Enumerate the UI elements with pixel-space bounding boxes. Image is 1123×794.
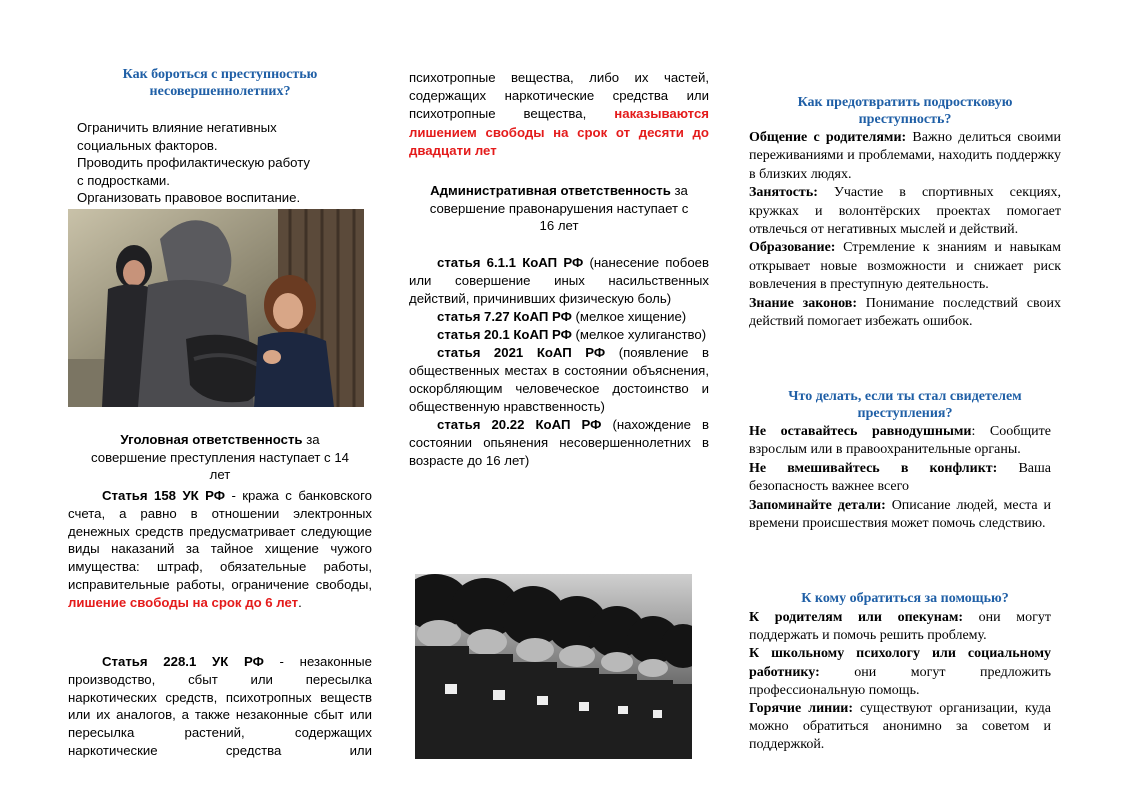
prevent-item: [749, 184, 1061, 239]
witness-item-title: Не оставайтесь равнодушными: [749, 424, 972, 439]
article-228-penalty: наказываются лишением свободы на срок от десяти до двадцати лет: [409, 106, 709, 158]
help-item: [749, 609, 1051, 645]
witness-item: [749, 423, 1051, 460]
photo-bullying-image: [68, 209, 364, 407]
witness-item: [749, 460, 1051, 497]
heading-line: Как предотвратить подростковую: [797, 95, 1013, 110]
article-158-penalty: лишение свободы на срок до 6 лет: [68, 594, 299, 610]
help-list: [749, 609, 1051, 755]
witness-item-title: Не вмешивайтесь в конфликт:: [749, 460, 998, 476]
witness-item: [749, 497, 1051, 534]
criminal-liability-heading: [68, 431, 372, 484]
help-item-title: К родителям или опекунам:: [749, 610, 964, 625]
heading-line: Как бороться с преступностью: [122, 67, 318, 82]
admin-articles-list: [409, 254, 709, 470]
admin-article-text: (мелкое хулиганство): [571, 327, 707, 342]
admin-liability-line: совершение правонарушения наступает с: [429, 200, 689, 216]
admin-liability-line: 16 лет: [539, 218, 579, 234]
measure-line: Проводить профилактическую работу: [77, 155, 310, 171]
admin-article-text: (появление в общественных местах в состоянии объяснения, оскорбляющим человеческое достоинство и общественную нравственность): [409, 345, 709, 414]
help-item-text: они могут поддержать и помочь решить проблему.: [749, 610, 1051, 644]
measures-list: [77, 119, 377, 207]
admin-article: [409, 416, 709, 470]
article-228-title: Статья 228.1 УК РФ: [102, 654, 264, 669]
measure-line: с подростками.: [77, 172, 170, 188]
witness-item-title: Запоминайте детали:: [749, 497, 886, 513]
article-158-end: .: [298, 594, 302, 610]
prevent-item-text: Понимание последствий своих действий помогает избежать ошибок.: [749, 295, 1061, 330]
measure-line: Ограничить влияние негативных: [77, 120, 277, 135]
help-item: [749, 700, 1051, 755]
heading-line: несовершеннолетних?: [149, 84, 291, 99]
prevent-item: [749, 239, 1061, 294]
admin-article-title: статья 20.22 КоАП РФ: [437, 417, 602, 432]
heading-line: преступления?: [857, 406, 953, 421]
witness-item-text: : Сообщите взрослым или в правоохранительные органы.: [749, 424, 1051, 458]
help-item: [749, 645, 1051, 700]
admin-article: [409, 344, 709, 416]
admin-liability-heading: [409, 182, 709, 235]
admin-article-title: статья 2021 КоАП РФ: [437, 345, 606, 360]
prevent-item-title: Знание законов:: [749, 295, 858, 311]
measure-line: Организовать правовое воспитание.: [77, 190, 301, 206]
prevent-item-text: Важно делиться своими переживаниями и проблемами, находить поддержку в близких людях.: [749, 130, 1061, 182]
admin-article-title: статья 6.1.1 КоАП РФ: [437, 255, 584, 270]
article-228-continuation: [409, 69, 709, 160]
heading-line: преступность?: [858, 112, 952, 127]
witness-item-text: Описание людей, места и времени происшествия может помочь следствию.: [749, 497, 1051, 532]
prevent-item: [749, 295, 1061, 332]
photo-bullying: [68, 209, 364, 407]
prevent-item-text: Участие в спортивных секциях, кружках и волонтёрских проектах помогает отвлечься от негативных мыслей и действий.: [749, 185, 1061, 238]
admin-article: [409, 308, 709, 326]
admin-liability-tail: за: [670, 183, 688, 198]
criminal-liability-title: Уголовная ответственность: [120, 432, 303, 447]
criminal-liability-tail: за: [302, 432, 320, 447]
article-158-title: Статья 158 УК РФ: [102, 488, 226, 503]
photo-juveniles: [415, 574, 692, 759]
help-item-title: К школьному психологу или социальному работнику:: [749, 646, 1051, 680]
prevent-item-title: Общение с родителями:: [749, 130, 907, 145]
prevent-item-title: Образование:: [749, 240, 836, 256]
admin-article-title: статья 7.27 КоАП РФ: [437, 309, 572, 324]
article-158-paragraph: [68, 487, 372, 612]
criminal-liability-line: лет: [209, 467, 231, 483]
witness-item-text: Ваша безопасность важнее всего: [749, 460, 1051, 495]
help-item-text: они могут предложить профессиональную помощь.: [749, 664, 1051, 698]
admin-article-text: (нанесение побоев или совершение иных насильственных действий, причинивших физическую боль): [409, 255, 709, 306]
witness-list: [749, 423, 1051, 533]
heading-line: Что делать, если ты стал свидетелем: [788, 389, 1022, 404]
prevent-heading: [749, 94, 1061, 128]
admin-article-text: (мелкое хищение): [571, 309, 687, 324]
admin-article: [409, 254, 709, 308]
article-228-text: - незаконные производство, сбыт или пересылка наркотических средств, психотропных веществ или их аналогов, а также незаконные сбыт или пересылка растений, содержащих наркотические средства или: [68, 654, 372, 758]
admin-article: [409, 326, 709, 344]
witness-heading: [749, 388, 1061, 422]
admin-article-title: статья 20.1 КоАП РФ: [437, 327, 572, 342]
admin-article-text: (нахождение в состоянии опьянения несовершеннолетних в возрасте до 16 лет): [409, 417, 709, 468]
prevent-item-title: Занятость:: [749, 185, 818, 201]
prevent-item-text: Стремление к знаниям и навыкам открывает новые возможности и снижает риск вовлечения в преступную деятельность.: [749, 240, 1061, 293]
article-228-paragraph: [68, 653, 372, 760]
continuation-text: психотропные вещества, либо их частей, содержащих наркотические средства или психотропные вещества,: [409, 70, 709, 122]
prevent-item: [749, 129, 1061, 184]
article-158-text: - кража с банковского счета, а равно в отношении электронных денежных средств предусматривает следующие виды наказаний за тайное хищение чужого имущества: штраф, обязательные работы, исправительные работы, ограничение свободы,: [68, 488, 372, 592]
criminal-liability-line: совершение преступления наступает с 14: [91, 449, 349, 465]
fight-crime-heading: [68, 66, 372, 100]
measure-line: социальных факторов.: [77, 137, 218, 153]
help-item-title: Горячие линии:: [749, 701, 854, 717]
admin-liability-title: Административная ответственность: [430, 183, 671, 198]
prevent-list: [749, 129, 1061, 331]
help-item-text: существуют организации, куда можно обратиться анонимно за советом и поддержкой.: [749, 701, 1051, 753]
help-heading: К кому обратиться за помощью?: [801, 591, 1009, 606]
photo-juveniles-image: [415, 574, 692, 759]
